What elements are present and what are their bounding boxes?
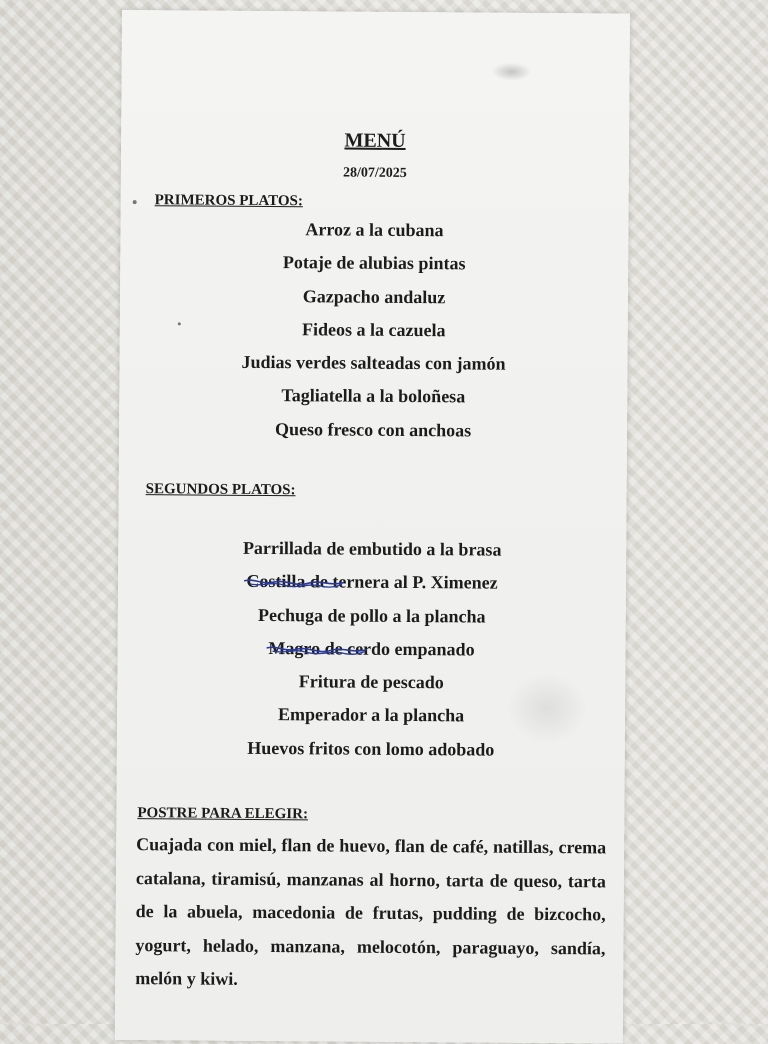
dish-label: Parrillada de embutido a la brasa bbox=[242, 537, 502, 560]
postre-paragraph: Cuajada con miel, flan de huevo, flan de café, natillas, crema catalana, tiramisú, manzanas al horno, tarta de queso, tarta de la abuela, macedonia de frutas, pudding de bizcocho, yogurt, helado, manzana, melocotón, paraguayo, sandía, melón y kiwi. bbox=[135, 834, 607, 989]
dish-item bbox=[117, 664, 625, 701]
dish-label: Gazpacho andaluz bbox=[302, 285, 446, 307]
dish-label: Arroz a la cubana bbox=[305, 219, 444, 241]
primeros-list bbox=[119, 212, 629, 449]
dish-item bbox=[118, 598, 626, 635]
pen-stroke bbox=[250, 583, 342, 587]
dish-label: Costilla de ternera al P. Ximenez bbox=[246, 571, 498, 593]
dish-item bbox=[120, 212, 628, 249]
dish-label: Queso fresco con anchoas bbox=[274, 418, 472, 441]
dish-label: Pechuga de pollo a la plancha bbox=[257, 604, 486, 627]
pen-stroke bbox=[244, 580, 344, 585]
dish-item bbox=[120, 279, 628, 316]
dish-item bbox=[118, 564, 626, 601]
dish-label: Tagliatella a la boloñesa bbox=[281, 385, 466, 407]
dish-item bbox=[120, 245, 628, 282]
pen-stroke bbox=[272, 650, 364, 654]
pen-strikethrough bbox=[266, 643, 366, 658]
menu-title: MENÚ bbox=[344, 129, 406, 152]
menu-paper bbox=[115, 10, 630, 1044]
pen-strikethrough bbox=[244, 576, 344, 591]
segundos-list bbox=[117, 531, 627, 768]
dish-label: Potaje de alubias pintas bbox=[282, 252, 466, 274]
dish-item bbox=[119, 345, 627, 382]
dish-label: Fritura de pescado bbox=[298, 671, 444, 693]
stray-dot bbox=[133, 200, 137, 204]
pen-stroke bbox=[266, 647, 366, 652]
dish-label: Magro de cerdo empanado bbox=[268, 637, 475, 660]
dish-label: Huevos fritos con lomo adobado bbox=[247, 737, 495, 760]
dish-item bbox=[118, 531, 626, 568]
dish-label: Fideos a la cazuela bbox=[301, 319, 446, 341]
dish-label: Judias verdes salteadas con jamón bbox=[241, 352, 506, 374]
dish-item bbox=[119, 378, 627, 415]
dish-item bbox=[117, 631, 625, 668]
dish-item bbox=[120, 312, 628, 349]
segundos-heading: SEGUNDOS PLATOS: bbox=[145, 481, 296, 499]
postre-heading: POSTRE PARA ELEGIR: bbox=[137, 805, 309, 823]
dish-item bbox=[117, 731, 625, 768]
dish-item bbox=[119, 412, 627, 449]
dish-item bbox=[117, 697, 625, 734]
dish-label: Emperador a la plancha bbox=[277, 704, 465, 726]
ink-smudge bbox=[492, 63, 532, 81]
primeros-heading: PRIMEROS PLATOS: bbox=[154, 192, 303, 210]
menu-date: 28/07/2025 bbox=[342, 165, 407, 181]
